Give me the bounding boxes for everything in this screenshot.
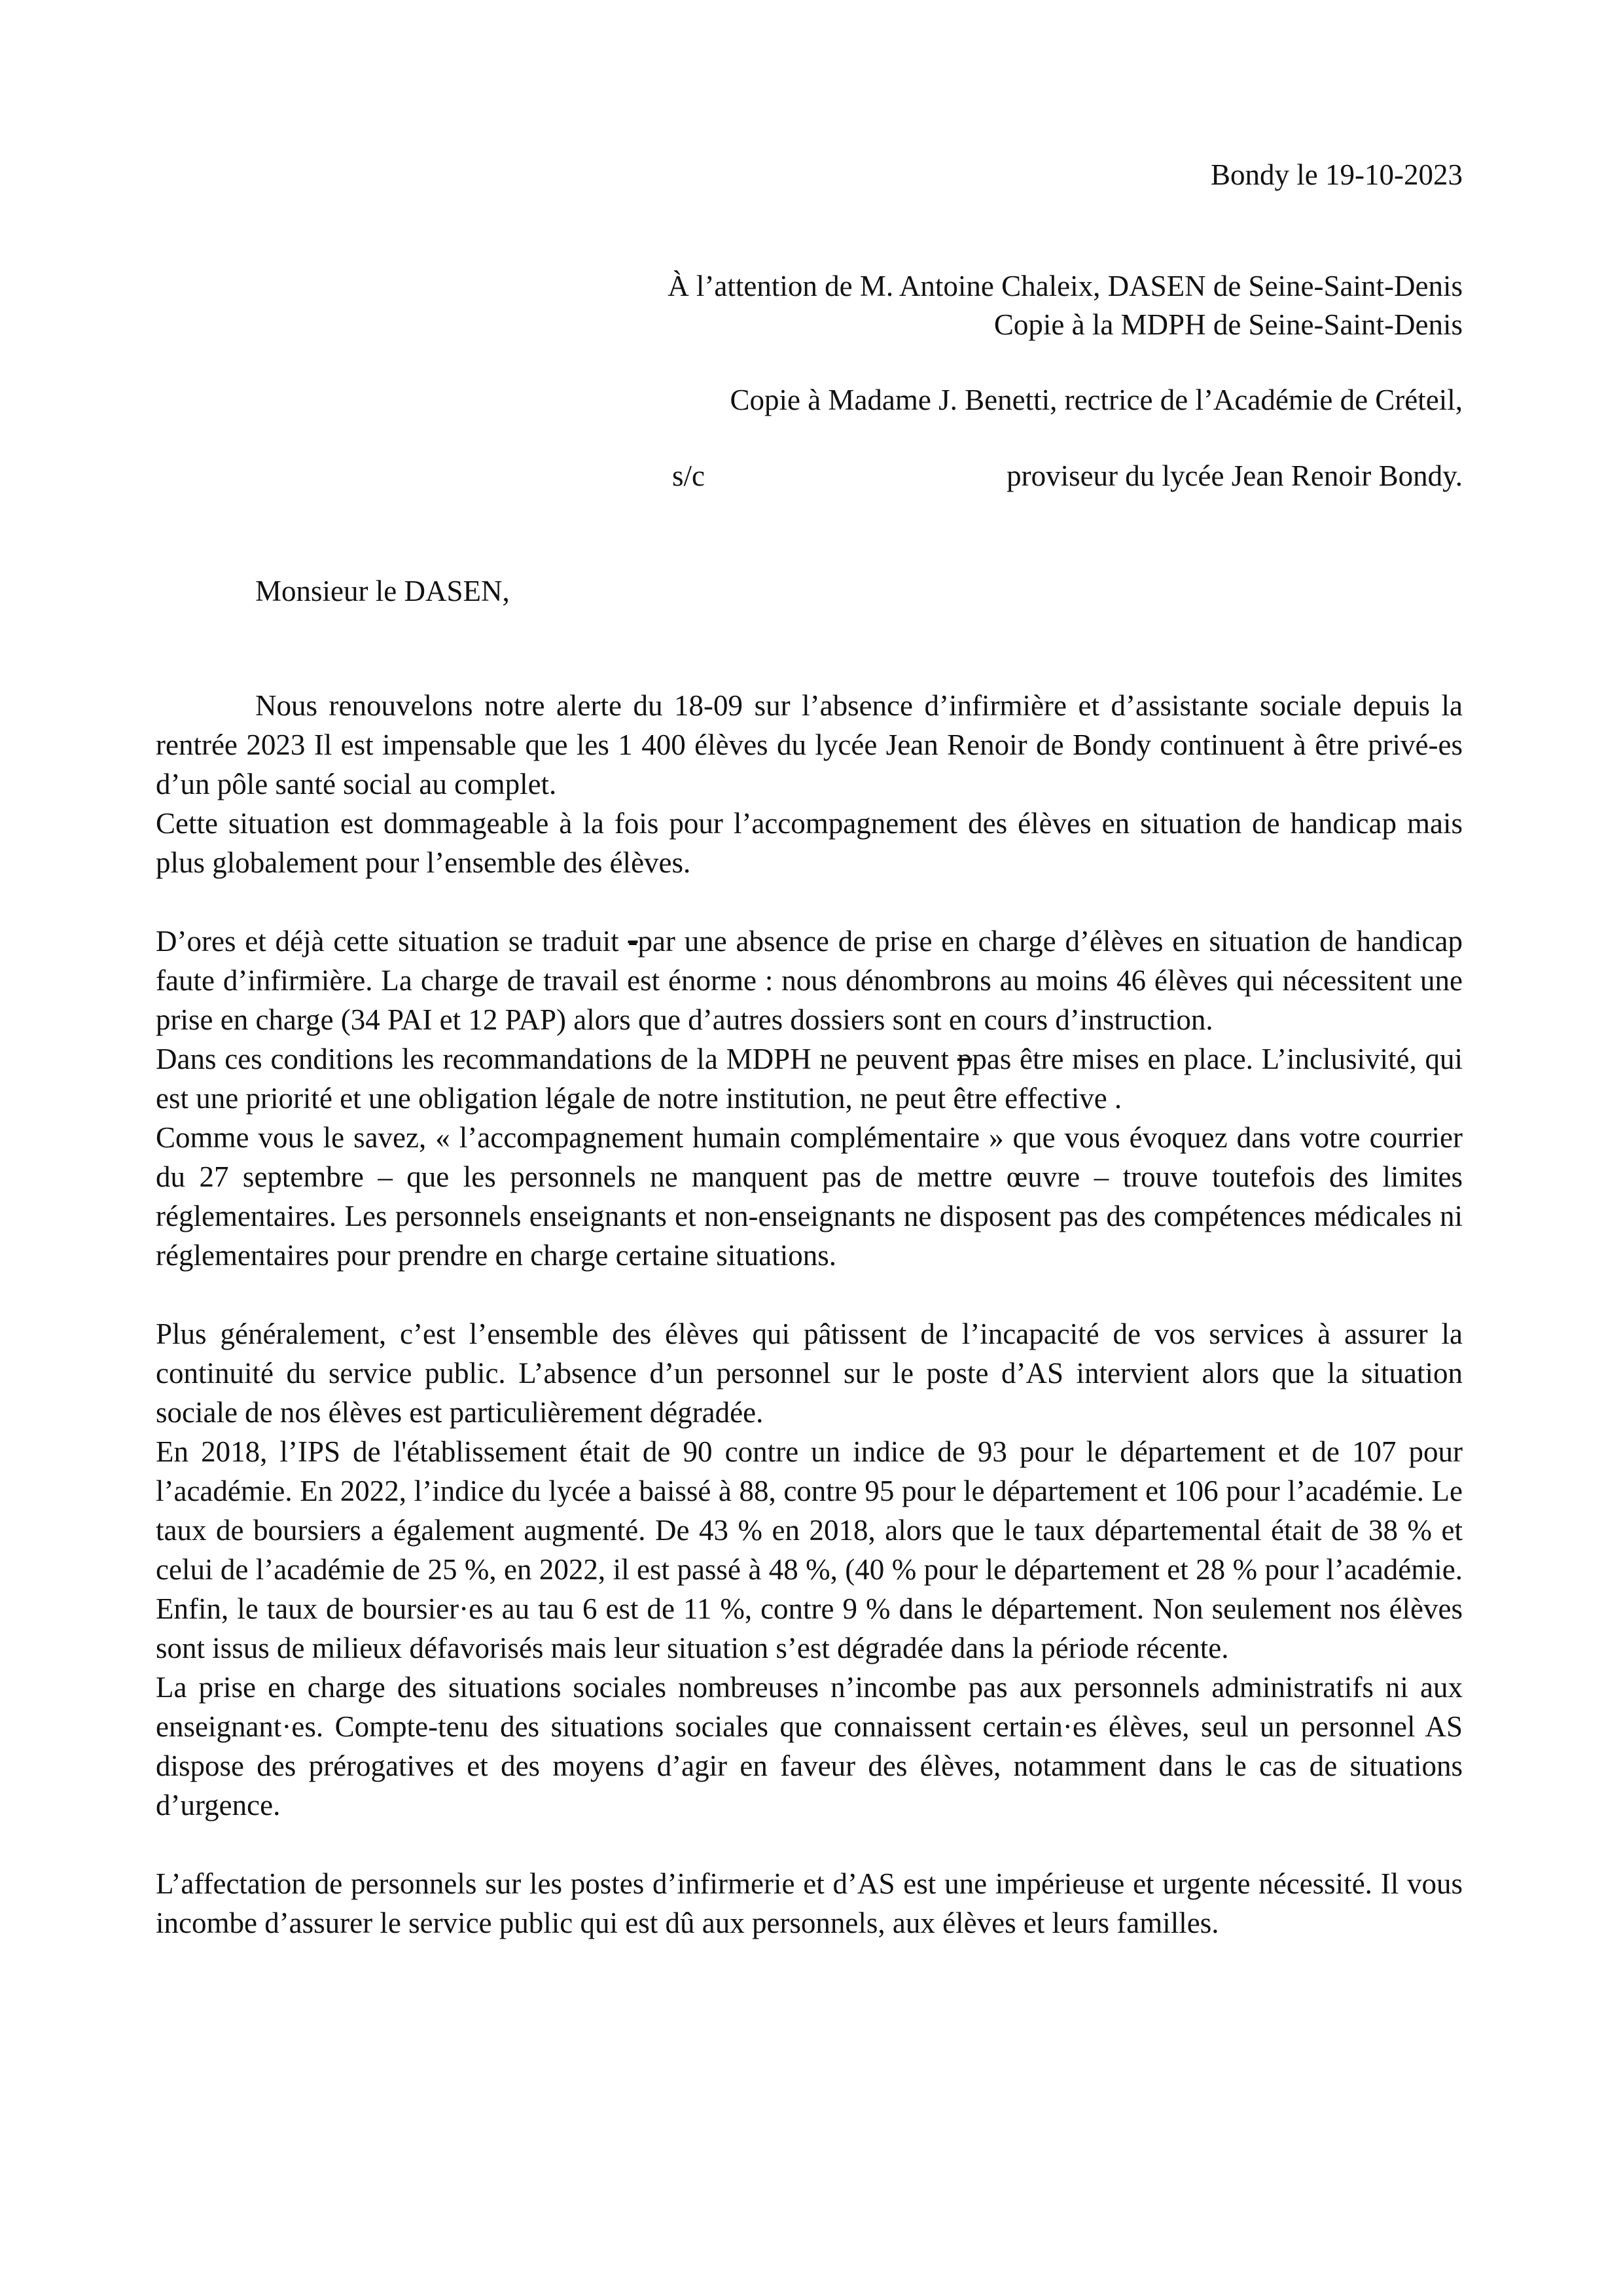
recipient-dasen: À l’attention de M. Antoine Chaleix, DASEN de Seine-Saint-Denis xyxy=(668,270,1463,302)
paragraph-handicap-start: D’ores et déjà cette situation se traduit xyxy=(156,925,628,958)
paragraph-general: Plus généralement, c’est l’ensemble des élèves qui pâtissent de l’incapacité de vos services à assurer la continuité du service public. L’absence d’un personnel sur le poste d’AS intervient alors que la situation sociale de nos élèves est particulièrement dégradée. xyxy=(156,1318,1463,1429)
letter-body xyxy=(156,686,1463,1943)
paragraph-statistics: En 2018, l’IPS de l'établissement était de 90 contre un indice de 93 pour le département et de 107 pour l’académie. En 2022, l’indice du lycée a baissé à 88, contre 95 pour le département et 106 pour l’académie. Le taux de boursiers a également augmenté. De 43 % en 2018, alors que le taux départemental était de 38 % et celui de l’académie de 25 %, en 2022, il est passé à 48 %, (40 % pour le département et 28 % pour l’académie. Enfin, le taux de boursier·es au tau 6 est de 11 %, contre 9 % dans le département. Non seulement nos élèves sont issus de milieux défavorisés mais leur situation s’est dégradée dans la période récente. xyxy=(156,1435,1463,1664)
struck-character: p xyxy=(957,1043,972,1075)
paragraph-mdph xyxy=(156,1039,1463,1118)
struck-character: - xyxy=(628,925,638,958)
paragraph-handicap-rest: par une absence de prise en charge d’élèves en situation de handicap faute d’infirmière. La charge de travail est énorme : nous dénombrons au moins 46 élèves qui nécessitent une prise en charge (34 PAI et 12 PAP) alors que d’autres dossiers sont en cours d’instruction. xyxy=(156,925,1463,1036)
paragraph-conclusion: L’affectation de personnels sur les postes d’infirmerie et d’AS est une impérieuse et urgente nécessité. Il vous incombe d’assurer le service public qui est dû aux personnels, aux élèves et leurs familles. xyxy=(156,1867,1463,1939)
recipient-mdph-copy: Copie à la MDPH de Seine-Saint-Denis xyxy=(993,308,1463,341)
date-line: Bondy le 19-10-2023 xyxy=(1211,158,1463,191)
paragraph-mdph-start: Dans ces conditions les recommandations de la MDPH ne peuvent xyxy=(156,1043,957,1075)
paragraph-social-care: La prise en charge des situations sociales nombreuses n’incombe pas aux personnels administratifs ni aux enseignant·es. Compte-tenu des situations sociales que connaissent certain·es élèves, seul un personnel AS dispose des prérogatives et des moyens d’agir en faveur des élèves, notamment dans le cas de situations d’urgence. xyxy=(156,1671,1463,1821)
paragraph-handicap xyxy=(156,922,1463,1039)
sc-target: proviseur du lycée Jean Renoir Bondy. xyxy=(1007,459,1463,492)
recipient-rectrice-copy: Copie à Madame J. Benetti, rectrice de l’Académie de Créteil, xyxy=(730,384,1463,416)
salutation: Monsieur le DASEN, xyxy=(255,575,510,607)
sc-label: s/c xyxy=(672,459,705,492)
paragraph-situation: Cette situation est dommageable à la fois pour l’accompagnement des élèves en situation de handicap mais plus globalement pour l’ensemble des élèves. xyxy=(156,807,1463,879)
paragraph-accompaniment: Comme vous le savez, « l’accompagnement humain complémentaire » que vous évoquez dans votre courrier du 27 septembre – que les personnels ne manquent pas de mettre œuvre – trouve toutefois des limites réglementaires. Les personnels enseignants et non-enseignants ne disposent pas des compétences médicales ni réglementaires pour prendre en charge certaine situations. xyxy=(156,1121,1463,1272)
paragraph-alert: Nous renouvelons notre alerte du 18-09 sur l’absence d’infirmière et d’assistante sociale depuis la rentrée 2023 Il est impensable que les 1 400 élèves du lycée Jean Renoir de Bondy continuent à être privé-es d’un pôle santé social au complet. xyxy=(156,689,1463,800)
paragraph-mdph-rest: pas être mises en place. L’inclusivité, qui est une priorité et une obligation légale de notre institution, ne peut être effective . xyxy=(156,1043,1463,1115)
